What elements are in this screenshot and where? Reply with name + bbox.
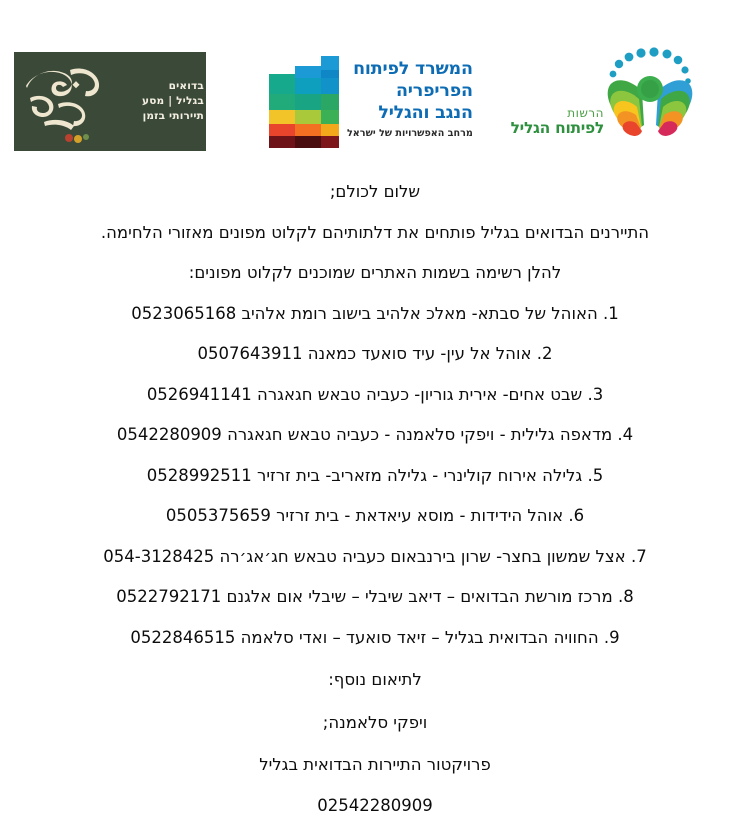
list-item-name: מדאפה גלילית - ויפקי סלאמנה - כעביה טבאש חגאגרה [227,425,613,444]
signer-name: ויפקי סלאמנה; [322,712,428,732]
list-item-phone: 0507643911 [197,344,303,363]
document-body [0,172,750,814]
signer-role: פרויקטור התיירות הבדואית בגליל [259,755,491,774]
list-item-number: 6. [568,506,585,525]
list-item-phone: 0522792171 [116,587,222,606]
list-item-name: אוהל הידידות - מוסא עיאדאת - בית זרזיר [276,506,564,525]
list-item-phone: 0523065168 [131,303,237,323]
list-item [26,346,724,363]
list-item-number: 4. [617,425,634,444]
list-item [26,508,724,525]
bedouin-tourism-logo [14,52,206,151]
greeting-line: שלום לכולם; [329,182,421,201]
list-item [26,627,724,647]
ministry-logo-line-3: הנגב והגליל [378,103,473,124]
galilee-logo-wordmark [510,106,604,138]
list-item-phone: 0528992511 [146,465,252,485]
ministry-logo-wordmark [341,54,473,139]
galilee-authority-logo [510,45,724,157]
bedouin-logo-line-2: בגליל | מסע [142,95,204,108]
list-item-phone: 0522846515 [130,627,236,647]
sites-list [26,303,724,647]
ministry-logo-tagline: מרחב האפשרויות של ישראל [347,127,473,139]
ministry-logo [265,54,510,154]
list-item-number: 2. [536,344,553,363]
galilee-wings-icon [586,45,714,149]
list-item [26,589,724,606]
list-item-phone: 0526941141 [146,384,252,404]
bedouin-logo-wordmark [110,79,206,124]
list-item-phone: 054-3128425 [103,546,215,566]
list-item-number: 3. [587,384,604,404]
bedouin-logo-line-1: בדואים [168,80,204,93]
list-item [26,465,724,485]
list-item [26,427,724,444]
ministry-logo-line-1: המשרד לפיתוח [353,59,473,79]
galilee-logo-line-bold: לפיתוח הגליל [510,119,604,138]
list-item-name: אוהל אל עין- עיד סואעד כמאנה [307,344,532,363]
list-item-phone: 0542280909 [116,425,222,444]
list-item-name: אצל שמשון בחצר- שרון בירנבאום כעביה טבאש חג׳אג׳רה [219,546,626,566]
list-item [26,546,724,566]
list-item [26,384,724,404]
intro-paragraph: התיירנים הבדואים בגליל פותחים את דלתותיהם לקלוט מפונים מאזורי הלחימה. [100,222,650,242]
list-intro-line: להלן רשימה בשמות האתרים שמוכנים לקלוט מפונים: [188,263,562,282]
list-item-number: 9. [603,627,620,647]
list-item [26,303,724,323]
list-item-number: 5. [587,465,604,485]
bedouin-logo-line-3: תיירותי בזמן [142,109,204,122]
arabic-calligraphy-icon [14,52,110,151]
list-item-name: האוהל של סבתא- מאלכ אלהיב בישוב רומת אלהיב [241,303,598,323]
closing-line: לתיאום נוסף: [328,670,422,689]
list-item-phone: 0505375659 [165,506,271,525]
ministry-color-blocks-icon [265,54,341,150]
list-item-name: החוויה הבדואית בגליל – זיאד סואעד – ואדי סלאמה [240,627,599,647]
list-item-number: 8. [617,587,634,606]
list-item-number: 7. [630,546,647,566]
galilee-logo-line-thin: הרשות [567,106,604,120]
ministry-logo-line-2: הפריפריה [395,81,473,102]
list-item-name: גלילה אירוח קולינרי - גלילה מזאריב- בית זרזיר [257,465,583,485]
list-item-name: מרכז מורשת הבדואים – דיאב שיבלי – שיבלי אום אלגנם [226,587,613,606]
contact-phone: 02542280909 [317,795,433,815]
list-item-number: 1. [603,303,619,323]
header-logo-band [0,0,750,170]
list-item-name: שבט אחים- אירית גוריון- כעביה טבאש חגאגרה [257,384,583,404]
